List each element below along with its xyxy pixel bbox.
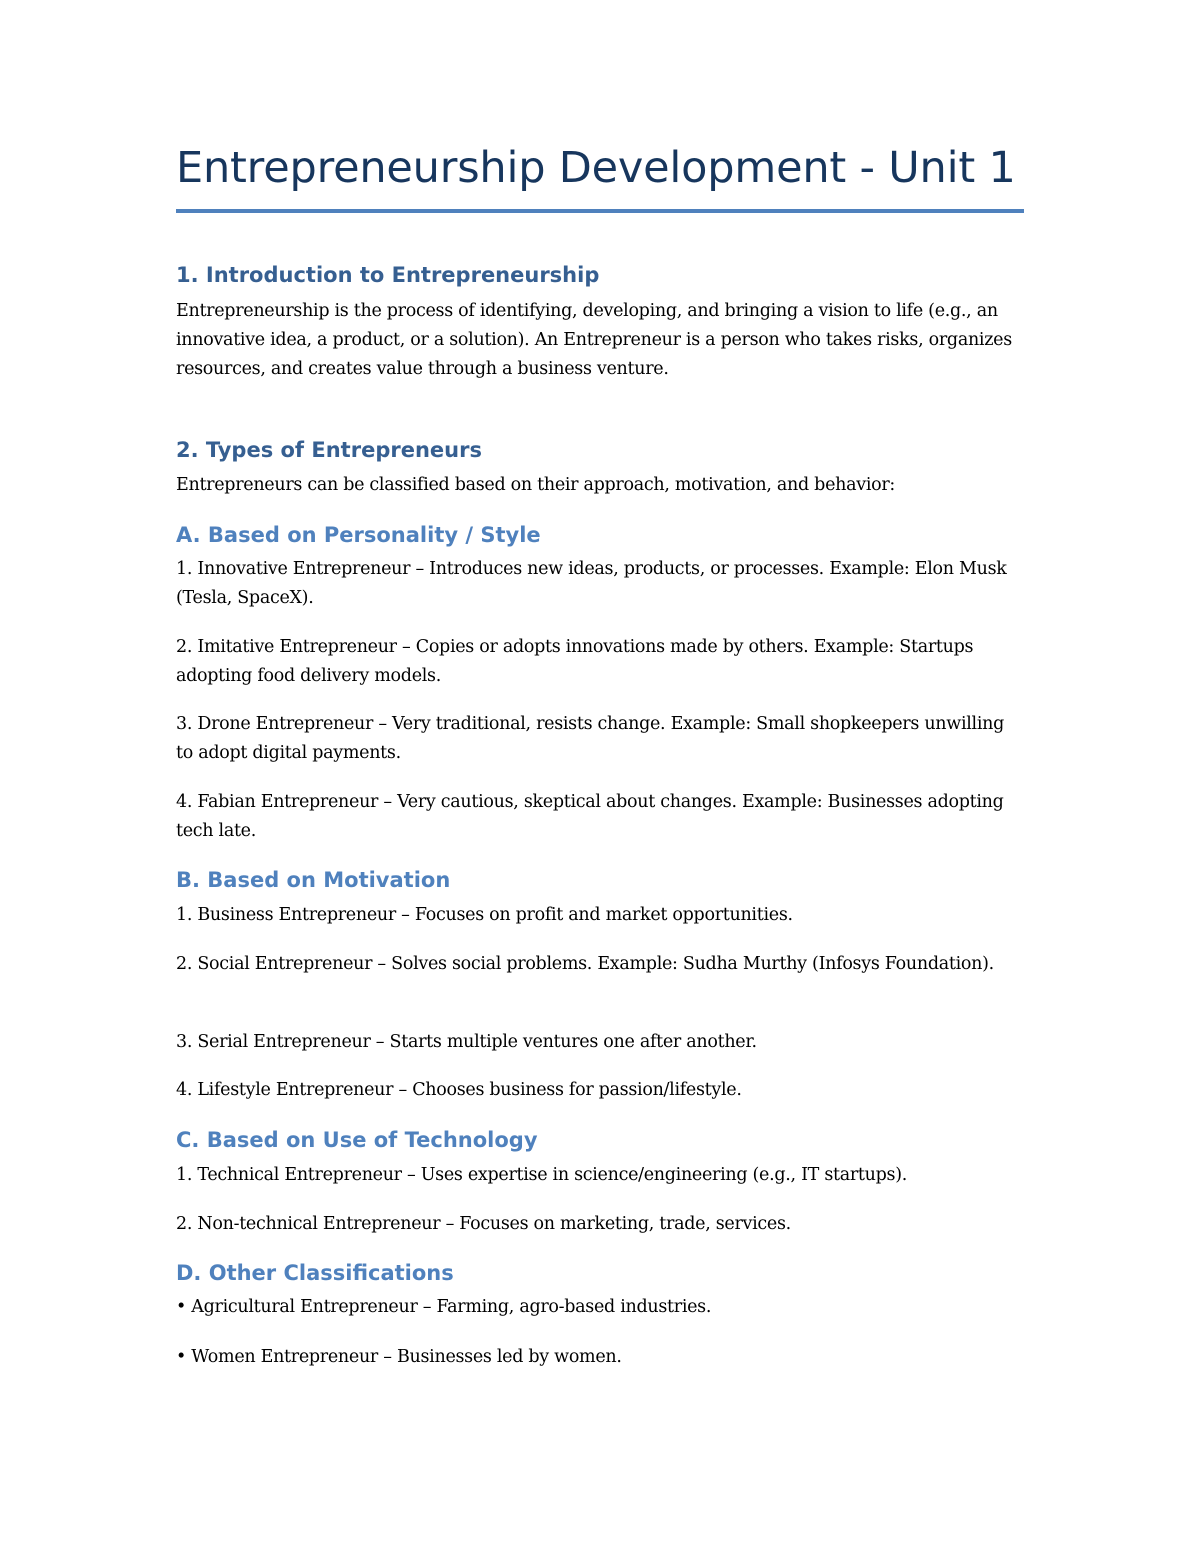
list-item: 4. Lifestyle Entrepreneur – Chooses business for passion/lifestyle.: [176, 1080, 742, 1100]
title-underline: [176, 209, 1024, 213]
list-item: 3. Drone Entrepreneur – Very traditional, resists change. Example: Small shopkeepers unwilling to adopt digital payments.: [176, 714, 1005, 763]
list-item: 1. Business Entrepreneur – Focuses on profit and market opportunities.: [176, 905, 793, 925]
types-intro-paragraph: Entrepreneurs can be classified based on their approach, motivation, and behavior:: [176, 475, 896, 495]
document-title: Entrepreneurship Development - Unit 1: [176, 143, 1016, 193]
list-item: 1. Innovative Entrepreneur – Introduces new ideas, products, or processes. Example: Elon Musk (Tesla, SpaceX).: [176, 559, 1007, 608]
introduction-paragraph: Entrepreneurship is the process of identifying, developing, and bringing a vision to life (e.g., an innovative idea, a product, or a solution). An Entrepreneur is a person who takes risks, organizes resources, and creates value through a business venture.: [176, 301, 1012, 379]
list-item: 1. Technical Entrepreneur – Uses expertise in science/engineering (e.g., IT startups).: [176, 1165, 908, 1185]
list-item: • Agricultural Entrepreneur – Farming, agro-based industries.: [176, 1297, 712, 1317]
list-item: 2. Non-technical Entrepreneur – Focuses on marketing, trade, services.: [176, 1214, 791, 1234]
section-heading-types: 2. Types of Entrepreneurs: [176, 438, 482, 462]
list-item: 2. Imitative Entrepreneur – Copies or adopts innovations made by others. Example: Startups adopting food delivery models.: [176, 637, 974, 686]
list-item: • Women Entrepreneur – Businesses led by women.: [176, 1347, 622, 1367]
list-item: 4. Fabian Entrepreneur – Very cautious, skeptical about changes. Example: Businesses adopting tech late.: [176, 792, 1004, 841]
subsection-heading-motivation: B. Based on Motivation: [176, 868, 451, 892]
subsection-heading-other: D. Other Classifications: [176, 1261, 454, 1285]
subsection-heading-personality: A. Based on Personality / Style: [176, 523, 541, 547]
list-item: 3. Serial Entrepreneur – Starts multiple ventures one after another.: [176, 1032, 757, 1052]
section-heading-introduction: 1. Introduction to Entrepreneurship: [176, 263, 600, 287]
subsection-heading-technology: C. Based on Use of Technology: [176, 1128, 538, 1152]
list-item: 2. Social Entrepreneur – Solves social problems. Example: Sudha Murthy (Infosys Foundation).: [176, 954, 994, 974]
